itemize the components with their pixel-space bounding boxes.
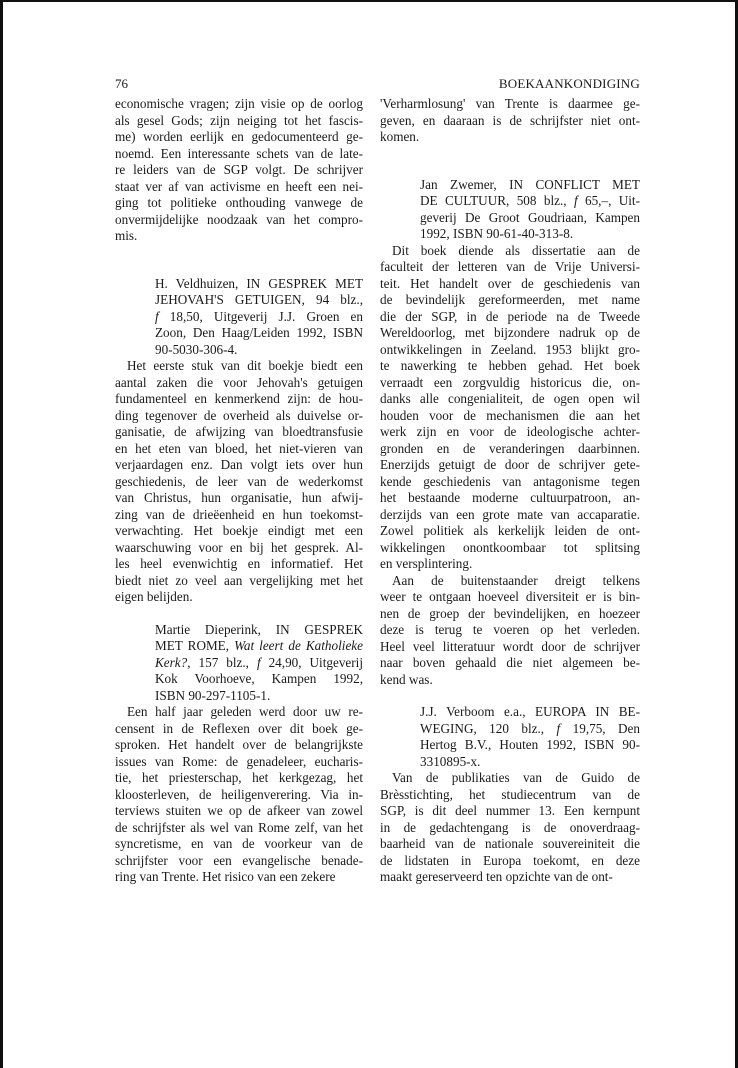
text-line: Brèsstichting, het studiecentrum van de [380, 786, 640, 802]
text-line: derzijds van een grote mate van accaparatie. [380, 506, 640, 522]
text-line: Zoon, Den Haag/Leiden 1992, ISBN [155, 325, 363, 340]
text-line: die der SGP, in de periode na de Tweede [380, 308, 640, 324]
text-line: kende geschiedenis van antagonisme tegen [380, 473, 640, 489]
text-line: waarschuwing voor en bij het gesprek. Al- [115, 539, 363, 555]
text-line: 1992, ISBN 90-61-40-313-8. [420, 226, 574, 241]
text-line: als gesel Gods; zijn neiging tot het fascis- [115, 112, 363, 128]
text-line: Dit boek diende als dissertatie aan de [392, 242, 640, 258]
running-head: BOEKAANKONDIGING [498, 76, 640, 91]
text-line: H. Veldhuizen, IN GESPREK MET [155, 275, 363, 291]
text-line: en versplintering. [380, 556, 473, 571]
text-line: Martie Dieperink, IN GESPREK [155, 621, 363, 637]
text-line: Jan Zwemer, IN CONFLICT MET [420, 176, 640, 192]
text-line: verraadt een zorgvuldig historicus die, on- [380, 374, 640, 390]
italic-text: f [256, 654, 261, 670]
text-line: ding tegenover de overheid als duivelse or- [115, 407, 363, 423]
text-segment: 19,75, Den [560, 720, 640, 736]
text-line: censent in de Reflexen over dit boek ge- [115, 720, 363, 736]
text-line: Heel veel litteratuur wordt door de schrijver [380, 638, 640, 654]
text-line: het bestaande moderne cultuurpatroon, an- [380, 490, 640, 505]
text-line: ISBN 90-297-1105-1. [155, 687, 271, 703]
text-line: de lidstaten in Europa toekomt, en deze [380, 852, 640, 868]
text-line: faculteit der letteren van de Vrije Universi- [380, 259, 640, 274]
text-line: kloosterleven, de heiligenverering. Via in- [115, 786, 363, 802]
text-line: 'Verharmlosung' van Trente is daarmee ge- [380, 96, 640, 111]
text-line: naar boven gehaald die niet algemeen be- [380, 655, 640, 670]
text-line: 90-5030-306-4. [155, 341, 238, 357]
book-reference [420, 177, 640, 243]
text-line: nen de groep der bevindelijken, en hoezeer [380, 605, 640, 621]
book-reference [155, 276, 363, 359]
text-line [420, 721, 640, 738]
text-line: Aan de buitenstaander dreigt telkens [392, 572, 640, 588]
paragraph [380, 243, 640, 573]
text-line: sproken. Het handelt over de belangrijkste [115, 737, 363, 752]
text-line: economische vragen; zijn visie op de oorlog [115, 96, 363, 111]
italic-text: f [556, 720, 561, 736]
text-line: houden voor de mechanismen die aan het [380, 407, 640, 423]
text-line: issues van Rome: de genadeleer, eucharis- [115, 753, 363, 769]
text-line: ging tot politieke onthouding vanwege de [115, 195, 363, 210]
text-line: me) worden eerlijk en gedocumenteerd ge- [115, 129, 363, 144]
right-column [380, 96, 640, 886]
text-line: ganisatie, de afwijzing van bloedtransfusie [115, 424, 363, 439]
text-line: re leiders van de SGP volgt. De schrijver [115, 162, 363, 177]
text-line: noemd. Een interessante schets van de late- [115, 145, 363, 161]
text-line [155, 309, 363, 326]
text-line: ontwikkelingen in Zeeland. 1953 blijkt gro- [380, 341, 640, 357]
text-segment: DE CULTUUR, 508 blz., [420, 193, 574, 208]
text-line: JEHOVAH'S GETUIGEN, 94 blz., [155, 292, 363, 307]
text-line: les heel evenwichtig en informatief. Het [115, 556, 363, 571]
italic-text: Kerk? [155, 654, 188, 670]
text-line: Kok Voorhoeve, Kampen 1992, [155, 671, 363, 686]
text-line: staat ver af van activisme en heeft een nei- [115, 178, 363, 194]
text-line [155, 655, 363, 672]
text-line: ring van Trente. Het risico van een zekere [115, 869, 336, 884]
text-line [155, 638, 363, 655]
text-line: verjaardagen enz. Dan volgt iets over hun [115, 457, 363, 472]
text-line: baarheid van de nationale souvereiniteit die [380, 836, 640, 851]
text-line: Zowel politiek als kerkelijk leiden de ont- [380, 523, 640, 538]
text-line: wikkelingen onontkoombaar tot splitsing [380, 539, 640, 555]
text-line: 3310895-x. [420, 753, 481, 769]
paragraph [380, 770, 640, 886]
paragraph [380, 96, 640, 146]
text-line [420, 193, 640, 210]
paragraph [115, 96, 363, 245]
text-line: geschiedenis, de leer van de wederkomst [115, 473, 363, 489]
text-line: kend was. [380, 671, 433, 687]
text-line: Enerzijds getuigt de door de schrijver gete- [380, 457, 640, 472]
text-line: schrijfster voor een evangelische benade- [115, 852, 363, 868]
paragraph [115, 704, 363, 886]
text-line: tie, het priesterschap, het kerkgezag, het [115, 770, 363, 785]
text-line: onvermijdelijke noodzaak van het compro- [115, 211, 363, 227]
text-line: Wereldoorlog, met bijzondere nadruk op de [380, 325, 640, 340]
left-column [115, 96, 363, 886]
text-line: werk zijn en voor de ideologische achter- [380, 424, 640, 439]
italic-text: Wat leert de Katholieke [234, 638, 363, 653]
text-line: danks alle congenialiteit, de ogen open wil [380, 391, 640, 406]
text-line: mis. [115, 228, 138, 243]
italic-text: f [573, 193, 578, 208]
text-line: van Christus, hun organisatie, hun afwij- [115, 490, 363, 505]
text-segment: , 157 blz., [187, 654, 257, 670]
text-line: en het eten van bloed, het niet-vieren van [115, 440, 363, 456]
text-line: gronden en de veranderingen daarbinnen. [380, 440, 640, 456]
text-segment: 24,90, Uitgeverij [260, 654, 363, 670]
text-line: teit. Het handelt over de geschiedenis van [380, 275, 640, 291]
text-line: fundamenteel en kenmerkend zijn: de hou- [115, 391, 363, 406]
text-line: Hertog B.V., Houten 1992, ISBN 90- [420, 737, 640, 752]
text-line: terviews stuiten we op de afkeer van zowel [115, 803, 363, 818]
text-line: zing van de drieëenheid en hun toekomst- [115, 506, 363, 522]
text-line: SGP, is dit deel nummer 13. Een kernpunt [380, 803, 640, 818]
text-line: eigen belijden. [115, 589, 193, 604]
text-line: Een half jaar geleden werd door uw re- [127, 704, 363, 719]
text-line: Van de publikaties van de Guido de [392, 770, 640, 785]
book-reference [420, 704, 640, 770]
text-line: in de gedachtengang is de onoverdraag- [380, 819, 640, 835]
paragraph [115, 358, 363, 606]
text-line: geven, en daaraan is de schrijfster niet ont- [380, 112, 640, 128]
page-number: 76 [115, 76, 128, 91]
text-line: maakt gereserveerd ten opzichte van de ont- [380, 869, 613, 884]
book-reference [155, 622, 363, 705]
text-line: weer te ontgaan hoeveel diversiteit er is bin- [380, 589, 640, 604]
paragraph [380, 573, 640, 689]
text-line: komen. [380, 129, 420, 144]
text-line: te nawerking te hebben gehad. Het boek [380, 358, 640, 373]
text-line: deze is terug te voeren op het verleden. [380, 622, 640, 637]
text-line: biedt niet zo veel aan vergelijking met het [115, 572, 363, 588]
text-line: Het eerste stuk van dit boekje biedt een [127, 358, 363, 373]
text-line: verwachting. Het boekje eindigt met een [115, 523, 363, 538]
text-segment: 65,–, Uit- [577, 193, 640, 208]
text-line: aantal zaken die voor Jehovah's getuigen [115, 374, 363, 390]
text-segment: WEGING, 120 blz., [420, 720, 557, 736]
text-line: syncretisme, en van de voorkeur van de [115, 836, 363, 851]
text-segment: MET ROME, [155, 638, 235, 653]
text-line: J.J. Verboom e.a., EUROPA IN BE- [420, 704, 640, 719]
text-segment: 18,50, Uitgeverij J.J. Groen en [158, 308, 363, 324]
italic-text: f [155, 308, 159, 324]
text-line: de schrijfster als wel van Rome zelf, van het [115, 819, 363, 835]
text-line: geverij De Groot Goudriaan, Kampen [420, 209, 640, 225]
text-line: de bevindelijk gereformeerden, met name [380, 292, 640, 307]
